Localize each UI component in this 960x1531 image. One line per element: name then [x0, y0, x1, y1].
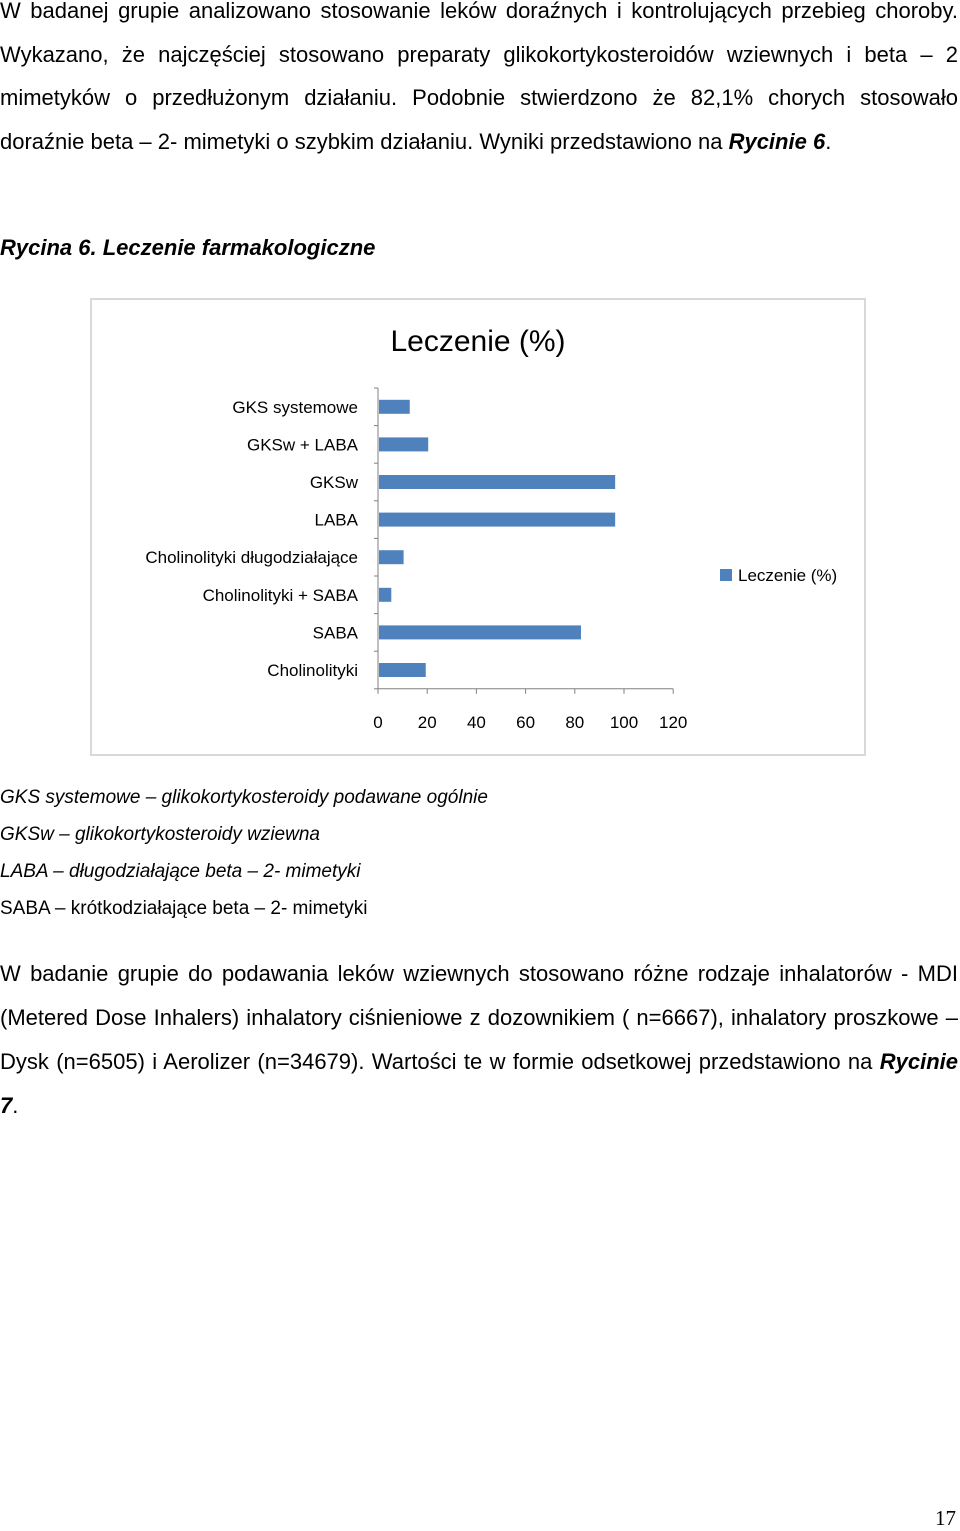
bar — [379, 663, 426, 677]
legend-swatch — [720, 569, 732, 581]
bar — [379, 550, 404, 564]
figure-title: Leczenie farmakologiczne — [102, 235, 376, 260]
x-tick-label: 0 — [373, 712, 383, 732]
inhaler-paragraph-end: . — [12, 1093, 19, 1118]
figure-reference: Rycinie 6 — [728, 128, 826, 154]
figure-reference: Rycinie 7 — [0, 1049, 958, 1118]
category-label: SABA — [312, 623, 358, 643]
x-tick-label: 120 — [659, 712, 688, 732]
category-label: LABA — [314, 510, 358, 530]
figure-label: Rycina 6. — [0, 235, 97, 260]
category-label: GKSw — [309, 473, 358, 492]
bar-chart — [92, 300, 864, 754]
category-label: Cholinolityki — [267, 661, 358, 680]
category-label: GKSw + LABA — [246, 435, 358, 455]
intro-paragraph-end: . — [825, 128, 832, 154]
inhaler-paragraph — [0, 952, 958, 1128]
figure-caption — [0, 230, 375, 266]
abbreviation-line: GKSw – glikokortykosteroidy wziewna — [0, 824, 320, 845]
chart-container — [90, 298, 866, 756]
intro-paragraph — [0, 0, 958, 163]
category-label: GKS systemowe — [232, 397, 358, 417]
page-number: 17 — [935, 1506, 956, 1530]
x-tick-label: 80 — [565, 712, 585, 732]
x-tick-label: 100 — [609, 712, 639, 732]
bar — [379, 475, 615, 489]
x-tick-label: 60 — [516, 712, 536, 732]
x-tick-label: 40 — [466, 712, 486, 732]
intro-paragraph-text: W badanej grupie analizowano stosowanie leków doraźnych i kontrolujących przebieg choroby. Wykazano, że najczęściej stosowano preparaty glikokortykosteroidów wziewnych i beta – 2 mimetyków o przedłużonym działaniu. Podobnie stwierdzono że 82,1% chorych stosowało doraźnie beta – 2- mimetyki o szybkim działaniu. Wyniki przedstawiono na — [0, 0, 958, 154]
inhaler-paragraph-text: W badanie grupie do podawania leków wziewnych stosowano różne rodzaje inhalatorów - MDI (Metered Dose Inhalers) inhalatory ciśnieniowe z dozownikiem ( n=6667), inhalatory proszkowe – Dysk (n=6505) i Aerolizer (n=34679). Wartości te w formie odsetkowej przedstawiono na — [0, 961, 958, 1074]
bar — [379, 513, 615, 527]
abbreviation-line: GKS systemowe – glikokortykosteroidy podawane ogólnie — [0, 787, 488, 808]
bar — [379, 400, 410, 414]
bar — [379, 437, 428, 451]
legend-label: Leczenie (%) — [738, 566, 838, 585]
bar — [379, 625, 581, 639]
x-tick-label: 20 — [417, 712, 437, 732]
bar — [379, 588, 391, 602]
abbreviation-line: LABA – długodziałające beta – 2- mimetyki — [0, 861, 361, 882]
abbreviation-line: SABA – krótkodziałające beta – 2- mimetyki — [0, 898, 368, 919]
chart-title: Leczenie (%) — [390, 325, 566, 358]
category-label: Cholinolityki długodziałające — [145, 548, 358, 568]
category-label: Cholinolityki + SABA — [202, 585, 358, 605]
